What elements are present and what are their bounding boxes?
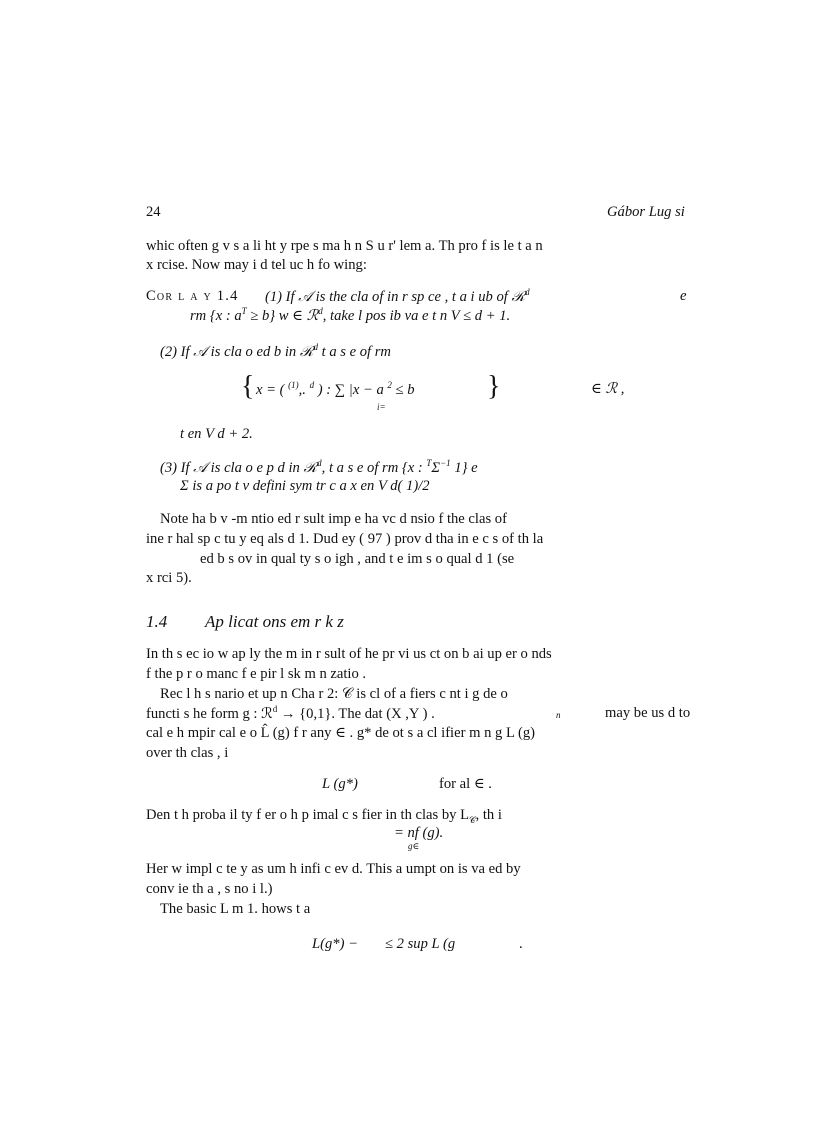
math-sub: 𝒞 — [469, 814, 476, 825]
corollary-text: , take l pos ib va e t n V ≤ d + 1. — [322, 307, 511, 324]
body-line: In th s ec io w ap ly the m in r sult of he pr vi us ct on b ai up er o nds — [146, 646, 552, 662]
display-formula-1-left: L (g*) — [322, 776, 358, 792]
math-sup: d — [313, 342, 318, 352]
math-sup: d — [317, 458, 322, 468]
corollary-text: (2) If 𝒜 is cla o ed b in ℛ — [160, 343, 314, 360]
formula-text: ) : ∑ |x − a — [314, 381, 388, 398]
corollary-text: Σ — [431, 459, 441, 476]
corollary-text: ≥ b} w ∈ ℛ — [246, 307, 319, 324]
note-line: Note ha b v -m ntio ed r sult imp e ha vc d nsio f the clas of — [160, 511, 507, 527]
sum-subscript: i= — [377, 402, 386, 412]
body-line — [146, 704, 435, 723]
body-line: f the p r o manc f e pir l sk m n zatio . — [146, 666, 367, 682]
formula-text: ≤ b — [391, 381, 415, 398]
body-line: cal e h mpir cal e o L̂ (g) f r any ∈ . g* de ot s a cl ifier m n g L (g) — [146, 725, 536, 741]
left-brace: { — [241, 371, 255, 402]
intro-line: whic often g v s a li ht y rpe s ma h n S u r' lem a. Th pro f is le t a n — [146, 238, 543, 254]
infimum-subscript: g∈ — [408, 841, 420, 851]
body-text: Den t h proba il ty f er o h p imal c s fier in th clas by L — [146, 807, 470, 823]
section-title: Ap licat ons em r k z — [205, 612, 344, 631]
corollary-item-3 — [160, 458, 478, 477]
display-formula-3-mid: ≤ 2 sup L (g — [385, 936, 456, 952]
section-number: 1.4 — [146, 612, 168, 631]
note-line: ine r hal sp c tu y eq als d 1. Dud ey ( 97 ) prov d tha in e c s of th la — [146, 531, 544, 547]
body-text: , th i — [475, 807, 502, 823]
item-2-right-condition: ∈ ℛ , — [591, 381, 625, 397]
math-sup: T — [241, 306, 247, 316]
body-line: over th clas , i — [146, 745, 229, 761]
display-formula-3-left: L(g*) − — [312, 936, 358, 952]
body-text: functi s he form g : ℛ — [146, 705, 273, 722]
corollary-text: (3) If 𝒜 is cla o e p d in ℛ — [160, 459, 318, 476]
formula-text: ,. — [298, 381, 310, 398]
math-sup: d — [272, 704, 278, 714]
corollary-text: , t a s e of rm {x : — [321, 459, 427, 476]
right-brace: } — [487, 371, 501, 402]
display-formula-1-right: for al ∈ . — [439, 776, 492, 792]
corollary-text: rm {x : a — [190, 307, 242, 324]
item-2-formula — [256, 380, 415, 399]
math-sup: T — [426, 458, 432, 468]
corollary-text: (1) If 𝒜 is the cla of in r sp ce , t a i ub of ℛ — [265, 288, 526, 305]
display-formula-3-end: . — [519, 936, 523, 952]
corollary-item-1-line-2 — [190, 306, 510, 325]
math-sup: d — [309, 380, 315, 390]
body-line: Her w impl c te y as um h infi c ev d. This a umpt on is va ed by — [146, 861, 521, 877]
corollary-text: t a s e of rm — [318, 343, 391, 360]
body-line: Rec l h s nario et up n Cha r 2: 𝒞 is cl of a fiers c nt i g de o — [160, 686, 508, 702]
item-2-conclusion: t en V d + 2. — [180, 426, 253, 442]
page-number: 24 — [146, 204, 161, 220]
math-sup: −1 — [440, 458, 451, 468]
corollary-item-2 — [160, 342, 391, 361]
math-sup: (1) — [288, 380, 299, 390]
note-line: x rci 5). — [146, 570, 192, 586]
corollary-text: 1} e — [450, 459, 478, 476]
body-line — [146, 806, 502, 825]
body-text: may be us d to — [605, 705, 691, 721]
intro-line: x rcise. Now may i d tel uc h fo wing: — [146, 257, 367, 273]
math-sup: 2 — [387, 380, 392, 390]
math-sub: n — [556, 710, 561, 720]
running-title: Gábor Lug si — [607, 204, 685, 220]
corollary-text: e — [680, 288, 687, 304]
corollary-item-1 — [265, 287, 530, 306]
body-line: The basic L m 1. hows t a — [160, 901, 311, 917]
formula-text: x = ( — [256, 381, 289, 398]
note-line: ed b s ov in qual ty s o igh , and t e im s o qual d 1 (se — [200, 551, 515, 567]
body-text: → {0,1}. The dat (X ,Y ) . — [277, 705, 435, 722]
corollary-item-3-line-2: Σ is a po t v defini sym tr c a x en V d( 1)/2 — [180, 478, 430, 494]
body-line: conv ie th a , s no i l.) — [146, 881, 273, 897]
math-sup: d — [318, 306, 323, 316]
display-formula-2: = nf (g). — [394, 825, 444, 841]
math-sup: d — [525, 287, 530, 297]
corollary-label: Cor l a y 1.4 — [146, 288, 239, 304]
